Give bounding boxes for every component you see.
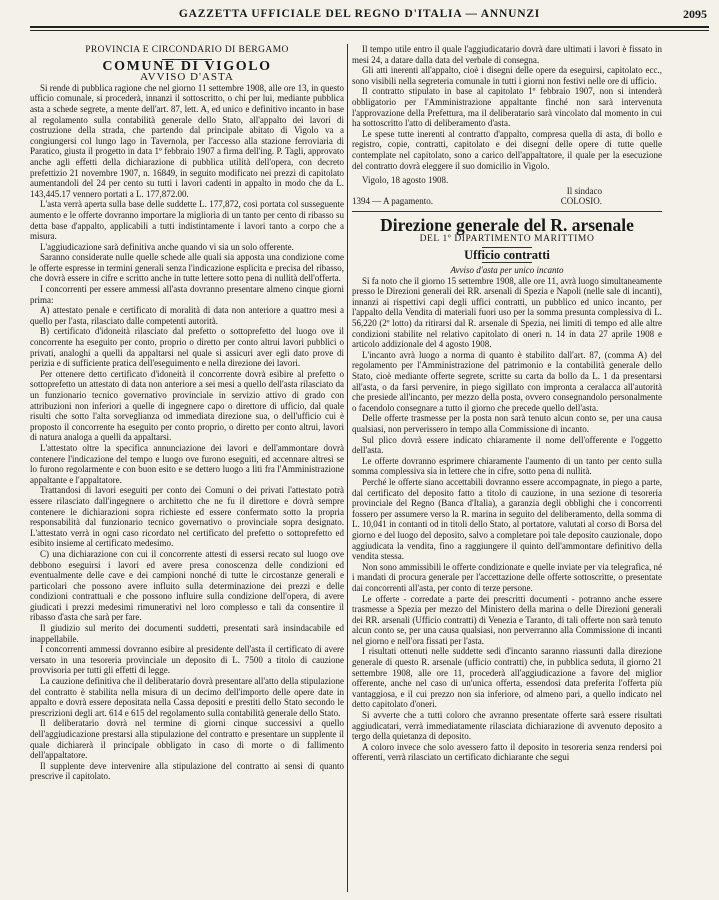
paragraph: Le offerte - corredate a parte dei prescritti documenti - potranno anche essere trasmesse a Spezia per mezzo del Ministero della marina o delle Direzioni generali dei RR. arsenali (Ufficio contratti) di Venezia e Taranto, di tali offerte non sarà tenuto alcun conto se, per una causa qualsiasi, non perverranno alla Commissione di incanti nel giorno e nell'ora fissati per l'asta. xyxy=(352,593,662,646)
direzione-heading: Direzione generale del R. arsenale xyxy=(380,214,634,235)
signature-line xyxy=(352,186,662,197)
signature-block xyxy=(352,175,662,207)
paragraph: Il giudizio sul merito dei documenti suddetti, presentati sarà insindacabile ed inappellabile. xyxy=(30,623,344,644)
paragraph: Si avverte che a tutti coloro che avranno presentate offerte sarà essere risultati aggiudicatari, verrà immediatamente rilasciata dichiarazione di avvenuto deposito a tergo della quietanza di deposito. xyxy=(352,710,662,742)
notice-heading: AVVISO D'ASTA xyxy=(140,71,234,84)
paragraph: Le spese tutte inerenti al contratto d'appalto, compresa quella di asta, di bollo e registro, copie, contratti, capitolato e dei disegni delle opere di tutte quelle contemplate nel capitolato, sono a carico dell'appaltatore, il quale per la esecuzione del contratto dovrà eleggere il suo domicilio in Vigolo. xyxy=(352,128,662,171)
paragraph: Trattandosi di lavori eseguiti per conto dei Comuni o dei privati l'attestato potrà essere rilasciato dall'ingegnere o architetto che ne fu il direttore e dovrà sempre contenere le dichiarazioni sopra richieste ed essere confermato sotto la propria responsabilità dal funzionario tecnico governativo o provinciale sopra designato. L'attestato verrà in ogni caso ricordato nel certificato del prefetto o sottoprefetto ed esibito insieme al certificato medesimo. xyxy=(30,485,344,549)
left-column xyxy=(30,44,344,892)
divider xyxy=(482,262,532,263)
running-head-title: GAZZETTA UFFICIALE DEL REGNO D'ITALIA — ANNUNZI xyxy=(178,8,541,20)
signatory-role: Il sindaco xyxy=(566,185,602,196)
paragraph: Si rende di pubblica ragione che nel giorno 11 settembre 1908, alle ore 13, in questo ufficio comunale, si procederà, innanzi il sottoscritto, o chi per lui, mediante pubblica asta a schede segrete, a mente dell'art. 87, lett. A, ed unico e definitivo incanto in base al regolamento sulla contabilità generale dello Stato, all'appalto dei lavori di costruzione della strada, che partendo dal principale abitato di Vigolo va a congiungersi col lungo lago in Tavernola, per l'accesso alla stazione ferroviaria di Paratico, giusta il progetto in data 1º febbraio 1907 a firma dell'ing. P. Tagli, approvato anche agli effetti della dichiarazione di pubblica utilità dell'opera, con decreto prefettizio 21 novembre 1907, n. 16849, in seguito modificato nei prezzi di capitolato aumentandoli del 24 per cento su tutti i lavori cadenti in appalto in modo che da L. 143,445.17 vennero portati a L. 177,872.00. xyxy=(30,82,344,199)
paragraph: Il contratto stipulato in base al capitolato 1º febbraio 1907, non si intenderà obbligatorio per l'Amministrazione appaltante finché non sarà intervenuta l'approvazione della Prefettura, ma il deliberatario sarà vincolato dal momento in cui ha sottoscritto l'atto di deliberamento d'asta. xyxy=(352,86,662,129)
paragraph: A) attestato penale e certificato di moralità di data non anteriore a quattro mesi a quello per l'asta, rilasciato dalle competenti autorità. xyxy=(30,305,344,326)
paragraph: I concorrenti ammessi dovranno esibire al presidente dell'asta il certificato di avere versato in una tesoreria provinciale un deposito di L. 7500 a titolo di cauzione provvisoria per tutti gli effetti di legge. xyxy=(30,644,344,676)
paragraph: Le offerte dovranno esprimere chiaramente l'aumento di un tanto per cento sulla somma complessiva sia in lettere che in cifre, sotto pena di nullità. xyxy=(352,455,662,477)
page-number: 2095 xyxy=(683,7,707,21)
paragraph: L'asta verrà aperta sulla base delle suddette L. 177,872, così portata col susseguente aumento e le offerte dovranno importare la migliorìa di un tanto per cento di ribasso su detta base d'appalto, applicabili a tutti indistintamente i lavori tanto a corpo che a misura. xyxy=(30,199,344,242)
comune-heading: COMUNE DI VIGOLO xyxy=(102,58,272,74)
paragraph: L'attestato oltre la specifica annunciazione dei lavori e dell'ammontare dovrà contenere l'indicazione del tempo e luogo ove furono eseguiti, ed accennare altresì se lo furono regolarmente e con buon esito e se dettero luogo a liti fra l'Amministrazione appaltante e l'appaltatore. xyxy=(30,442,344,485)
paragraph: Per ottenere detto certificato d'idoneità il concorrente dovrà esibire al prefetto o sottoprefetto un attestato di data non anteriore a sei mesi a quello dell'asta rilasciato da un funzionario tecnico governativo provinciale in servizio attivo di grado con attribuzioni non inferiori a quelle di ingegnere capo o direttore di ufficio, dal quale risulti che sotto l'alta sorveglianza od immediata direzione sua, o dell'ufficio cui è proposto il concorrente ha eseguito per conto proprio, o diretto per conto altrui, lavori di natura analoga a quelli da appaltarsi. xyxy=(30,368,344,443)
ufficio-heading: Ufficio contratti xyxy=(464,247,550,262)
paragraph: Saranno considerate nulle quelle schede alle quali sia apposta una condizione come le offerte espresse in termini generali senza l'indicazione esplicita e precisa del ribasso, che dovrà essere in cifre e scritto anche in tutte lettere sotto pena di nullità dell'offerta. xyxy=(30,252,344,284)
paragraph: La cauzione definitiva che il deliberatario dovrà presentare all'atto della stipulazione del contratto è stabilita nella misura di un decimo dell'importo delle opere date in appalto e dovrà essere depositata nella Cassa depositi e prestiti dello Stato secondo le prescrizioni degli art. 614 e 615 del regolamento sulla contabilità generale dello Stato. xyxy=(30,676,344,718)
signatory-name: COLOSIO. xyxy=(560,196,602,207)
paragraph: L'aggiudicazione sarà definitiva anche quando vi sia un solo offerente. xyxy=(40,241,294,252)
paragraph: Delle offerte trasmesse per la posta non sarà tenuto alcun conto se, per una causa qualsiasi, non perverissero in tempo alla Commissione di incanto. xyxy=(352,413,662,434)
column-divider xyxy=(347,44,348,892)
paragraph: Si fa noto che il giorno 15 settembre 1908, alle ore 11, avrà luogo simultaneamente presso le Direzioni generali dei RR. arsenali di Spezia e Napoli (nelle sale di incanti), innanzi ai rispettivi capi degli uffici contratti, un pubblico ed unico incanto, per l'appalto della Vendita di materiali fuori uso per la somma presunta complessiva di L. 56,220 (2º lotto) da ritirarsi dal R. arsenale di Spezia, nei limiti di tempo ed alle altre condizioni stabilite nel relativo capitolato di oneri n. 14 in data 27 aprile 1908 e articolo addizionale del 4 agosto 1908. xyxy=(352,275,662,350)
paragraph: L'incanto avrà luogo a norma di quanto è stabilito dall'art. 87, (comma A) del regolamento per l'Amministrazione del patrimonio e la contabilità generale dello Stato, cioè mediante offerte segrete, scritte su carta da bollo da L. 1 da presentarsi all'asta, o da farsi pervenire, in piego sigillato con impronta a ceralacca all'autorità che presiede all'incanto, per mezzo della posta, ovvero consegnandolo personalmente o facendolo consegnare a tutto il giorno che precede quello dell'asta. xyxy=(352,349,662,413)
running-head-rule-thin xyxy=(30,30,709,31)
paragraph: Gli atti inerenti all'appalto, cioè i disegni delle opere da eseguirsi, capitolato ecc., sono visibili nella segreteria comunale in tutti i giorni non festivi nelle ore di ufficio. xyxy=(352,65,662,86)
paragraph: A coloro invece che solo avessero fatto il deposito in tesoreria senza rendersi poi offerenti, verrà rilasciato un certificato dichiarante che segui xyxy=(352,741,662,763)
paragraph: Il deliberatario dovrà nel termine di giorni cinque successivi a quello dell'aggiudicazione prestarsi alla stipulazione del contratto e presentare un supplente il quale dichiarerà il principale obbligato in caso di morte o di fallimento dell'appaltatore. xyxy=(30,718,344,761)
paragraph: Sul plico dovrà essere indicato chiaramente il nome dell'offerente e l'oggetto dell'asta. xyxy=(352,434,662,456)
province-heading: PROVINCIA E CIRCONDARIO DI BERGAMO xyxy=(85,45,289,55)
dipartimento-heading: DEL 1º DIPARTIMENTO MARITTIMO xyxy=(419,233,595,244)
paragraph: B) certificato d'idoneità rilasciato dal prefetto o sottoprefetto del luogo ove il concorrente ha eseguito per conto, proprio o diretto per conto altrui lavori pubblici o privati, analoghi a quelli da appaltarsi nel quale si assicuri aver egli dato prove di perizia e di sufficiente pratica dell'eseguimento e nella direzione dei lavori. xyxy=(30,326,344,369)
right-column xyxy=(352,44,662,892)
avviso-subheading: Avviso d'asta per unico incanto xyxy=(450,265,564,276)
paragraph: Il tempo utile entro il quale l'aggiudicatario dovrà dare ultimati i lavori è fissato in mesi 24, a datare dalla data del verbale di consegna. xyxy=(352,44,662,65)
paragraph: Perché le offerte siano accettabili dovranno essere accompagnate, in piego a parte, dal certificato del deposito fatto a titolo di cauzione, in una sezione di tesoreria provinciale del Regno (Banca d'Italia), a garanzia degli obblighi che i concorrenti fossero per assumere verso la R. marina in seguito del deliberamento, della somma di L. 10,041 in contanti od in titoli dello Stato, al portatore, valutati al corso di Borsa del giorno e del luogo del deposito, salvo a completare poi tale deposito cauzionale, dopo aggiudicata la vendita, fino a raggiungere il quinto dell'ammontare definitivo della vendita stessa. xyxy=(352,476,662,562)
paragraph: C) una dichiarazione con cui il concorrente attesti di essersi recato sul luogo ove debbono eseguirsi i lavori ed avere presa conoscenza delle condizioni ed eventualmente delle cave e dei campioni nonché di tutte le circostanze generali e particolari che possono avere influito sulla determinazione dei prezzi e delle condizioni contrattuali e che possono influire sulla condizione dell'opera, di avere giudicati i prezzi medesimi rimunerativi nel loro complesso e tali da consentire il ribasso d'asta che sarà per fare. xyxy=(30,548,344,623)
running-head xyxy=(0,4,719,34)
paragraph: I concorrenti per essere ammessi all'asta dovranno presentare almeno cinque giorni prima: xyxy=(30,284,344,305)
notice-date: Vigolo, 18 agosto 1908. xyxy=(362,175,449,186)
paragraph: Non sono ammissibili le offerte condizionate e quelle inviate per via telegrafica, né i mandati di procura generale per l'accettazione delle offerte sottoscritte, o presentate dai concorrenti all'asta, per conto di terze persone. xyxy=(352,561,662,593)
running-head-rule xyxy=(30,26,709,28)
notice-reference: 1394 — A pagamento. xyxy=(352,196,433,207)
section-rule xyxy=(352,211,662,212)
signature-name-line xyxy=(352,196,662,207)
paragraph: Il supplente deve intervenire alla stipulazione del contratto ai sensi di quanto prescrive il capitolato. xyxy=(30,760,344,782)
paragraph: I risultati ottenuti nelle suddette sedi d'incanto saranno riassunti dalla direzione generale di questo R. arsenale (ufficio contratti) che, in pubblica seduta, il giorno 21 settembre 1908, alle ore 11, procederà all'aggiudicazione a favore del miglior offerente, anche nel caso di un'unica offerta, essendosi data preferita l'offerta più vantaggiosa, e il cui prezzo non sia inferiore, od almeno pari, a quello indicato nel detto capitolato d'oneri. xyxy=(352,646,662,710)
